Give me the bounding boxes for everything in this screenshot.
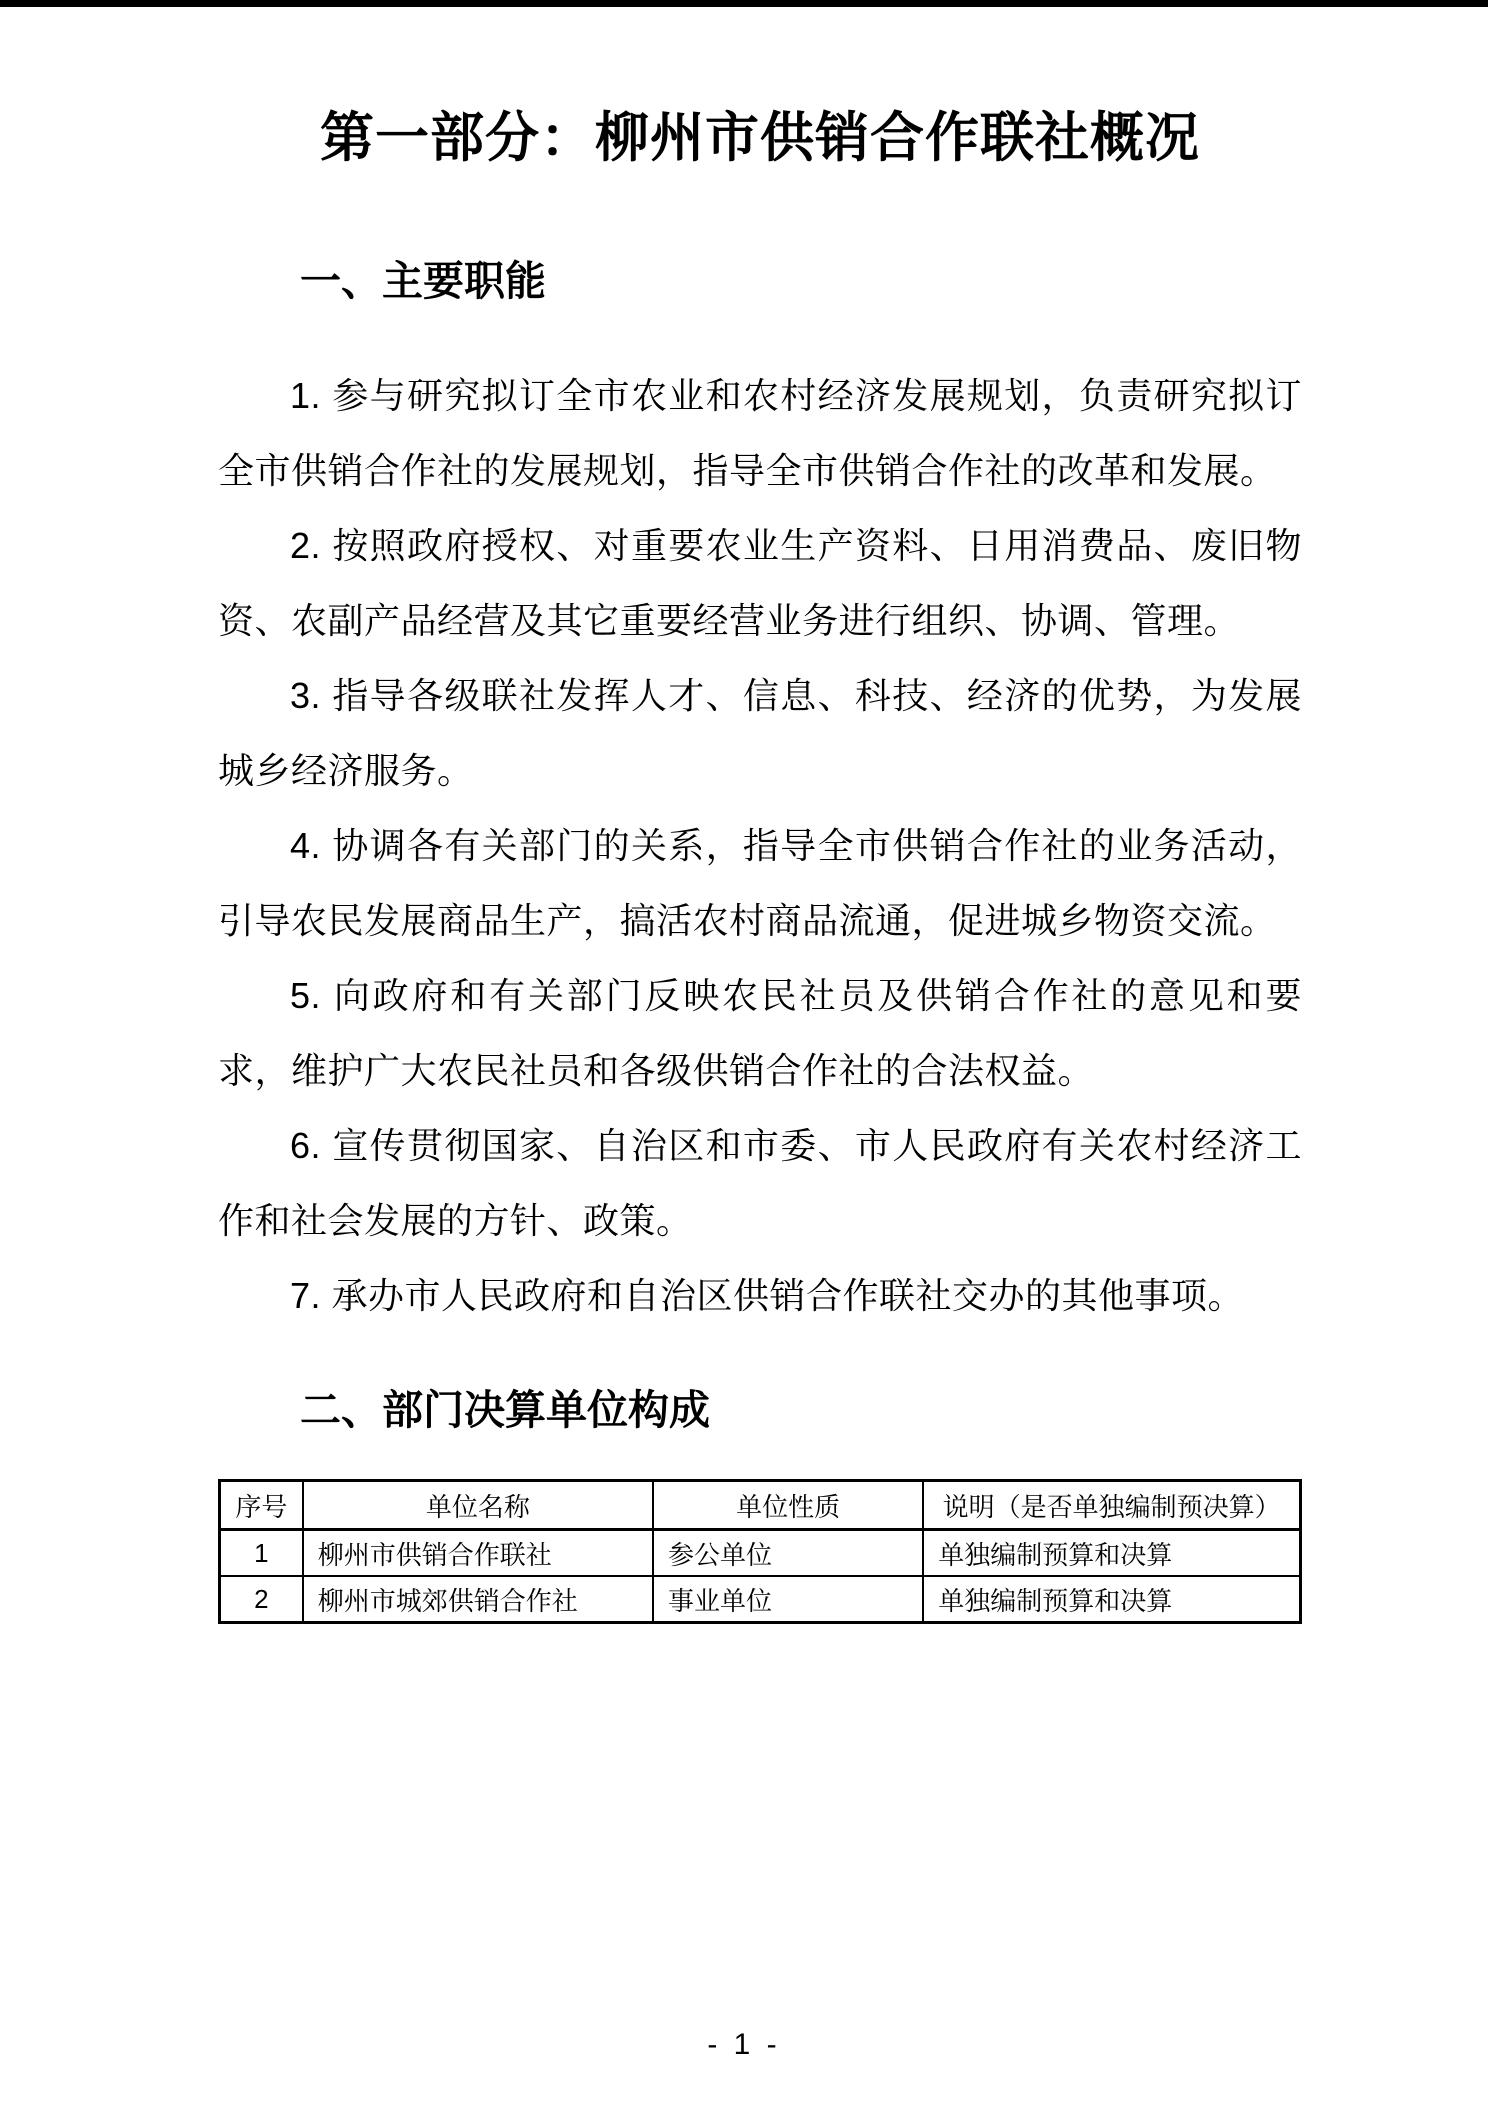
cell-unit-type: 事业单位 — [653, 1576, 923, 1623]
cell-index: 2 — [220, 1576, 303, 1623]
function-paragraph-3: 3. 指导各级联社发挥人才、信息、科技、经济的优势，为发展城乡经济服务。 — [218, 675, 1302, 791]
column-header-index: 序号 — [220, 1481, 303, 1530]
column-header-unit-name: 单位名称 — [303, 1481, 653, 1530]
table-header-row — [220, 1481, 1301, 1530]
table-row — [220, 1530, 1301, 1577]
function-paragraph-1: 1. 参与研究拟订全市农业和农村经济发展规划，负责研究拟订全市供销合作社的发展规划，指导全市供销合作社的改革和发展。 — [218, 375, 1302, 491]
function-paragraph-7: 7. 承办市人民政府和自治区供销合作联社交办的其他事项。 — [290, 1275, 1245, 1316]
document-page — [218, 0, 1302, 1624]
table-row — [220, 1576, 1301, 1623]
column-header-note: 说明（是否单独编制预决算） — [923, 1481, 1300, 1530]
section-heading-main-functions: 一、主要职能 — [300, 258, 546, 304]
cell-unit-name: 柳州市供销合作联社 — [303, 1530, 653, 1577]
function-paragraph-4: 4. 协调各有关部门的关系，指导全市供销合作社的业务活动，引导农民发展商品生产，搞活农村商品流通，促进城乡物资交流。 — [218, 825, 1302, 941]
function-paragraph-6: 6. 宣传贯彻国家、自治区和市委、市人民政府有关农村经济工作和社会发展的方针、政策。 — [218, 1125, 1302, 1241]
cell-unit-type: 参公单位 — [653, 1530, 923, 1577]
unit-composition-table — [218, 1479, 1302, 1624]
function-paragraph-2: 2. 按照政府授权、对重要农业生产资料、日用消费品、废旧物资、农副产品经营及其它重要经营业务进行组织、协调、管理。 — [218, 525, 1302, 641]
cell-unit-name: 柳州市城郊供销合作社 — [303, 1576, 653, 1623]
cell-note: 单独编制预算和决算 — [923, 1530, 1300, 1577]
page-title: 第一部分：柳州市供销合作联社概况 — [320, 108, 1200, 168]
function-paragraph-5: 5. 向政府和有关部门反映农民社员及供销合作社的意见和要求，维护广大农民社员和各级供销合作社的合法权益。 — [218, 975, 1302, 1091]
page-number: - 1 - — [707, 2028, 781, 2061]
section-heading-unit-composition: 二、部门决算单位构成 — [300, 1387, 710, 1433]
cell-index: 1 — [220, 1530, 303, 1577]
cell-note: 单独编制预算和决算 — [923, 1576, 1300, 1623]
column-header-unit-type: 单位性质 — [653, 1481, 923, 1530]
